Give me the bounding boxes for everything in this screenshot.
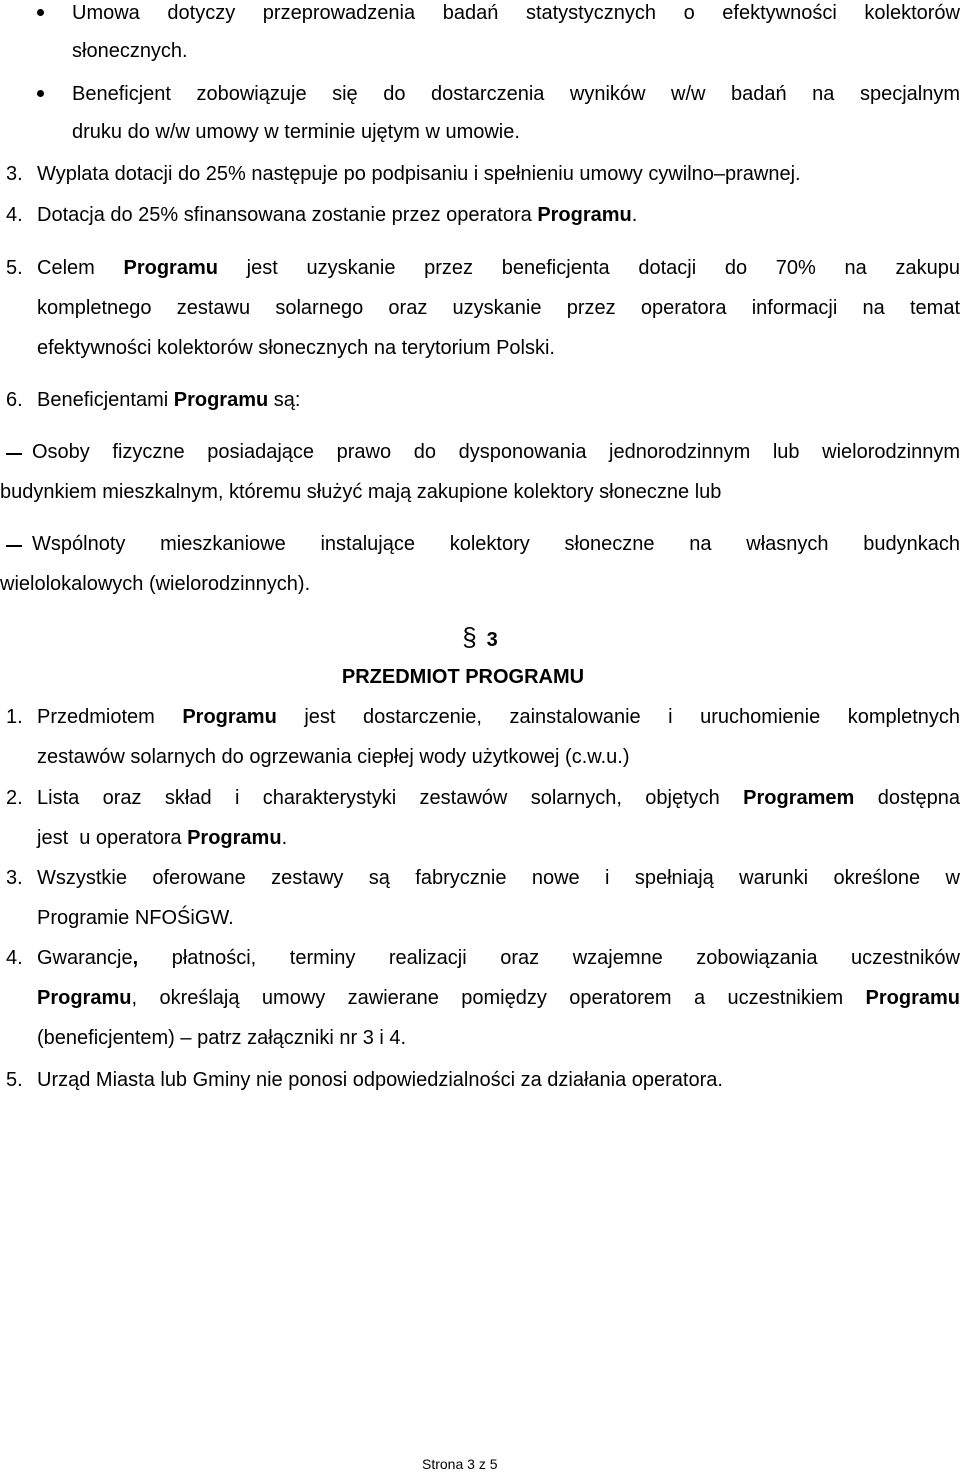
item-5-line-3: efektywności kolektorów słonecznych na terytorium Polski. <box>37 337 555 359</box>
s3-item-4-text-a: Gwarancje <box>37 947 133 969</box>
s3-item-2-line-2 <box>37 826 287 850</box>
item-number: 5. <box>6 257 23 279</box>
item-number: 6. <box>6 389 23 411</box>
s3-item-2-text-a: Lista oraz skład i charakterystyki zestawów solarnych, objętych <box>37 787 744 809</box>
section-number-value: 3 <box>486 629 498 651</box>
dash-item-1-line-1: Osoby fizyczne posiadające prawo do dysponowania jednorodzinnym lub wielorodzinnym <box>32 441 960 463</box>
s3-item-2-text-d: . <box>281 827 288 849</box>
s3-item-5-text: Urząd Miasta lub Gminy nie ponosi odpowiedzialności za działania operatora. <box>37 1069 723 1091</box>
item-6-bold: Programu <box>173 389 269 411</box>
s3-item-1-bold: Programu <box>182 706 277 728</box>
item-number: 2. <box>6 787 23 809</box>
paragraph-symbol: § <box>462 622 477 652</box>
item-number: 3. <box>6 867 23 889</box>
item-number: 3. <box>6 163 23 185</box>
bullet-item-1-line-1: Umowa dotyczy przeprowadzenia badań statystycznych o efektywności kolektorów <box>72 2 960 24</box>
item-6-text <box>37 388 300 412</box>
s3-item-4-bold-2: Programu <box>37 987 132 1009</box>
bullet-item-2-line-2: druku do w/w umowy w terminie ujętym w umowie. <box>72 121 520 143</box>
dash-item-2-line-2: wielolokalowych (wielorodzinnych). <box>0 573 311 595</box>
item-4-text-a: Dotacja do 25% sfinansowana zostanie przez operatora <box>37 204 538 226</box>
s3-item-1-text-b: jest dostarczenie, zainstalowanie i uruchomienie kompletnych <box>276 706 960 728</box>
item-5-line-1 <box>37 256 960 280</box>
s3-item-2-bold-2: Programu <box>187 827 282 849</box>
s3-item-1-line-1 <box>37 705 960 729</box>
item-4-text-b: . <box>631 204 638 226</box>
item-6-text-b: są: <box>268 389 301 411</box>
s3-item-4-line-2 <box>37 986 960 1010</box>
item-6-text-a: Beneficjentami <box>37 389 174 411</box>
item-3-text: Wyplata dotacji do 25% następuje po podpisaniu i spełnieniu umowy cywilno–prawnej. <box>37 163 801 185</box>
item-number: 5. <box>6 1069 23 1091</box>
s3-item-3-line-1: Wszystkie oferowane zestawy są fabrycznie nowe i spełniają warunki określone w <box>37 867 960 889</box>
item-4-text <box>37 203 637 227</box>
section-number <box>0 622 960 652</box>
section-title: PRZEDMIOT PROGRAMU <box>341 666 585 688</box>
s3-item-4-line-3: (beneficjentem) – patrz załączniki nr 3 i 4. <box>37 1027 407 1049</box>
dash-icon <box>6 453 22 455</box>
s3-item-2-line-1 <box>37 786 960 810</box>
item-number: 4. <box>6 947 23 969</box>
s3-item-2-bold: Programem <box>743 787 855 809</box>
s3-item-4-line-1 <box>37 946 960 970</box>
s3-item-3-line-2: Programie NFOŚiGW. <box>37 907 234 929</box>
s3-item-4-bold-3: Programu <box>865 987 960 1009</box>
s3-item-1-line-2: zestawów solarnych do ogrzewania ciepłej wody użytkowej (c.w.u.) <box>37 746 630 768</box>
item-number: 1. <box>6 706 23 728</box>
bullet-icon <box>37 90 44 97</box>
s3-item-2-text-c: jest u operatora <box>37 827 188 849</box>
dash-item-2-line-1: Wspólnoty mieszkaniowe instalujące kolektory słoneczne na własnych budynkach <box>32 533 960 555</box>
bullet-item-2-line-1: Beneficjent zobowiązuje się do dostarczenia wyników w/w badań na specjalnym <box>72 83 960 105</box>
s3-item-4-text-c: , określają umowy zawierane pomiędzy operatorem a uczestnikiem <box>131 987 866 1009</box>
item-4-bold: Programu <box>537 204 632 226</box>
s3-item-4-bold: , <box>132 947 139 969</box>
bullet-item-1-line-2: słonecznych. <box>72 40 188 62</box>
item-5-text-a: Celem <box>37 257 124 279</box>
item-5-bold: Programu <box>123 257 218 279</box>
s3-item-2-text-b: dostępna <box>854 787 960 809</box>
bullet-icon <box>37 9 44 16</box>
item-5-text-b: jest uzyskanie przez beneficjenta dotacji do 70% na zakupu <box>217 257 960 279</box>
s3-item-4-text-b: płatności, terminy realizacji oraz wzajemne zobowiązania uczestników <box>138 947 960 969</box>
dash-icon <box>6 545 22 547</box>
page-number-footer: Strona 3 z 5 <box>422 1456 498 1472</box>
s3-item-1-text-a: Przedmiotem <box>37 706 183 728</box>
item-number: 4. <box>6 204 23 226</box>
dash-item-1-line-2: budynkiem mieszkalnym, któremu służyć mają zakupione kolektory słoneczne lub <box>0 481 722 503</box>
item-5-line-2: kompletnego zestawu solarnego oraz uzyskanie przez operatora informacji na temat <box>37 297 960 319</box>
